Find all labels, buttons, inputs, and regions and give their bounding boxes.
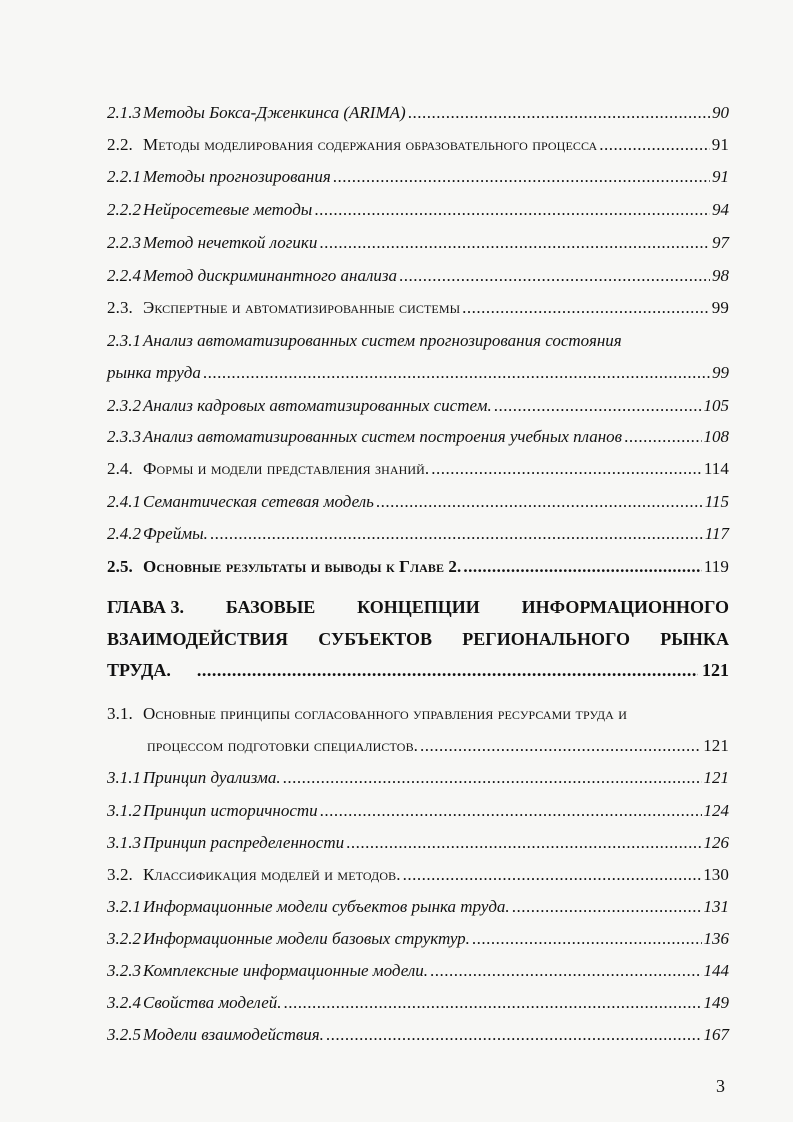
toc-title: Принцип историчности [143, 801, 318, 820]
toc-page: 121 [703, 768, 729, 787]
toc-entry-3-1-3 [107, 832, 729, 854]
toc-page: 114 [703, 459, 729, 478]
toc-title: Свойства моделей. [143, 993, 282, 1012]
toc-page: 91 [711, 135, 729, 154]
toc-page: 124 [703, 801, 729, 820]
dot-leader [494, 395, 702, 417]
toc-title: Анализ автоматизированных систем построения учебных планов [143, 427, 623, 446]
toc-number: 2.3. [107, 298, 133, 317]
toc-entry-3-1-2 [107, 800, 729, 822]
dot-leader [210, 523, 703, 545]
toc-page: 167 [703, 1025, 729, 1044]
toc-entry-2-2-4 [107, 265, 729, 287]
dot-leader [512, 896, 702, 918]
dot-leader [599, 134, 710, 156]
toc-entry-2-3 [107, 297, 729, 319]
toc-entry-2-3-1-line1 [107, 330, 729, 352]
toc-entry-2-5 [107, 556, 729, 578]
dot-leader [403, 864, 702, 886]
toc-title: Модели взаимодействия. [143, 1025, 324, 1044]
toc-entry-2-2-2 [107, 199, 729, 221]
toc-page: 136 [703, 929, 729, 948]
toc-page: 119 [703, 557, 729, 576]
toc-entry-2-4-2 [107, 523, 729, 545]
toc-number: 3.2. [107, 865, 133, 884]
toc-page: 90 [712, 103, 729, 122]
page-number: 3 [716, 1076, 725, 1096]
dot-leader [326, 1024, 702, 1046]
chapter-word: РЫНКА [660, 629, 729, 649]
toc-page: 126 [703, 833, 729, 852]
toc-title: Экспертные и автоматизированные системы [143, 298, 461, 317]
toc-entry-3-2-1 [107, 896, 729, 918]
chapter-word: ГЛАВА 3. [107, 597, 185, 617]
toc-page: 98 [712, 266, 729, 285]
toc-number: 3.2.3 [107, 961, 141, 980]
toc-title: Нейросетевые методы [143, 200, 313, 219]
dot-leader [319, 232, 710, 254]
toc-entry-3-1-line2 [147, 735, 729, 757]
dot-leader [283, 767, 702, 789]
toc-title: Принцип дуализма. [143, 768, 281, 787]
dot-leader [624, 426, 701, 448]
toc-number: 2.4.1 [107, 492, 141, 511]
toc-title: Формы и модели представления знаний. [143, 459, 430, 478]
toc-page: 144 [703, 961, 729, 980]
chapter-word: СУБЪЕКТОВ [318, 629, 433, 649]
toc-page: 121 [702, 660, 729, 680]
toc-number: 3.2.2 [107, 929, 141, 948]
toc-title: Классификация моделей и методов. [143, 865, 401, 884]
toc-number: 3.2.4 [107, 993, 141, 1012]
dot-leader [284, 992, 702, 1014]
toc-number: 2.2.1 [107, 167, 141, 186]
toc-number: 2.3.3 [107, 427, 141, 446]
toc-page: 94 [712, 200, 729, 219]
toc-entry-3-2-4 [107, 992, 729, 1014]
toc-title: Методы Бокса-Дженкинса (ARIMA) [143, 103, 406, 122]
dot-leader [430, 960, 702, 982]
toc-entry-3-1-line1 [107, 703, 729, 725]
toc-title: Комплексные информационные модели. [143, 961, 428, 980]
toc-number: 2.3.1 [107, 331, 141, 350]
toc-page: 130 [703, 865, 729, 884]
toc-page: 115 [704, 492, 729, 511]
toc-entry-3-2 [107, 864, 729, 886]
chapter-3-heading-line2 [107, 628, 729, 659]
chapter-word: КОНЦЕПЦИИ [357, 597, 480, 617]
toc-title: Анализ кадровых автоматизированных систем. [143, 396, 492, 415]
toc-entry-3-2-3 [107, 960, 729, 982]
dot-leader [462, 297, 710, 319]
toc-entry-2-3-2 [107, 395, 729, 417]
toc-page: 91 [712, 167, 729, 186]
toc-number: 2.2.3 [107, 233, 141, 252]
toc-number: 3.2.5 [107, 1025, 141, 1044]
toc-entry-3-1-1 [107, 767, 729, 789]
toc-page: 121 [703, 736, 729, 755]
toc-number: 2.2.4 [107, 266, 141, 285]
toc-number: 3.1.2 [107, 801, 141, 820]
toc-number: 2.3.2 [107, 396, 141, 415]
chapter-3-heading-line1 [107, 596, 729, 628]
toc-title: Фреймы. [143, 524, 208, 543]
toc-title: Информационные модели базовых структур. [143, 929, 470, 948]
dot-leader [376, 491, 703, 513]
toc-number: 3.2.1 [107, 897, 141, 916]
toc-entry-2-4-1 [107, 491, 729, 513]
dot-leader [346, 832, 701, 854]
toc-entry-2-4 [107, 458, 729, 480]
dot-leader [431, 458, 702, 480]
toc-number: 2.4. [107, 459, 133, 478]
toc-entry-2-3-3 [107, 426, 729, 448]
toc-entry-2-2-3 [107, 232, 729, 254]
toc-number: 2.2. [107, 135, 133, 154]
dot-leader [463, 556, 701, 578]
toc-title: Информационные модели субъектов рынка труда. [143, 897, 510, 916]
toc-number: 2.5. [107, 557, 133, 576]
toc-number: 3.1. [107, 704, 133, 723]
chapter-word: РЕГИОНАЛЬНОГО [462, 629, 631, 649]
chapter-word: ИНФОРМАЦИОННОГО [521, 597, 729, 617]
toc-page: 99 [712, 363, 729, 382]
toc-page: 99 [711, 298, 729, 317]
toc-title: Принцип распределенности [143, 833, 345, 852]
toc-number: 2.2.2 [107, 200, 141, 219]
dot-leader [197, 659, 698, 681]
toc-page: 131 [703, 897, 729, 916]
toc-entry-2-1-3 [107, 102, 729, 124]
toc-title: Методы моделирования содержания образовательного процесса [143, 135, 598, 154]
dot-leader [420, 735, 701, 757]
dot-leader [408, 102, 710, 124]
toc-title: Основные принципы согласованного управления ресурсами труда и [143, 704, 628, 723]
toc-page: 117 [704, 524, 729, 543]
toc-page: 97 [712, 233, 729, 252]
toc-title: Метод дискриминантного анализа [143, 266, 398, 285]
chapter-3-heading [107, 596, 729, 681]
chapter-word: ВЗАИМОДЕЙСТВИЯ [107, 629, 289, 649]
toc-page: 108 [703, 427, 729, 446]
dot-leader [314, 199, 710, 221]
toc-number: 2.1.3 [107, 103, 141, 122]
toc-number: 2.4.2 [107, 524, 141, 543]
toc-title: Семантическая сетевая модель [143, 492, 374, 511]
toc-title: Метод нечеткой логики [143, 233, 318, 252]
toc-page: 149 [703, 993, 729, 1012]
dot-leader [333, 166, 710, 188]
toc-entry-2-3-1-line2 [107, 362, 729, 384]
dot-leader [472, 928, 702, 950]
chapter-word: БАЗОВЫЕ [225, 597, 316, 617]
toc-entry-2-2-1 [107, 166, 729, 188]
toc-entry-2-2 [107, 134, 729, 156]
toc-title: Основные результаты и выводы к Главе 2. [143, 557, 462, 576]
toc-page: 105 [703, 396, 729, 415]
toc-title-continued: рынка труда [107, 363, 201, 382]
dot-leader [320, 800, 702, 822]
toc-number: 3.1.3 [107, 833, 141, 852]
toc-title: Анализ автоматизированных систем прогнозирования состояния [143, 331, 622, 350]
toc-entry-3-2-2 [107, 928, 729, 950]
chapter-3-heading-line3 [107, 659, 729, 681]
toc-entry-3-2-5 [107, 1024, 729, 1046]
toc-title-continued: процессом подготовки специалистов. [147, 736, 419, 755]
toc-title: Методы прогнозирования [143, 167, 331, 186]
toc-number: 3.1.1 [107, 768, 141, 787]
dot-leader [399, 265, 710, 287]
dot-leader [203, 362, 710, 384]
chapter-word: ТРУДА. [107, 660, 171, 680]
